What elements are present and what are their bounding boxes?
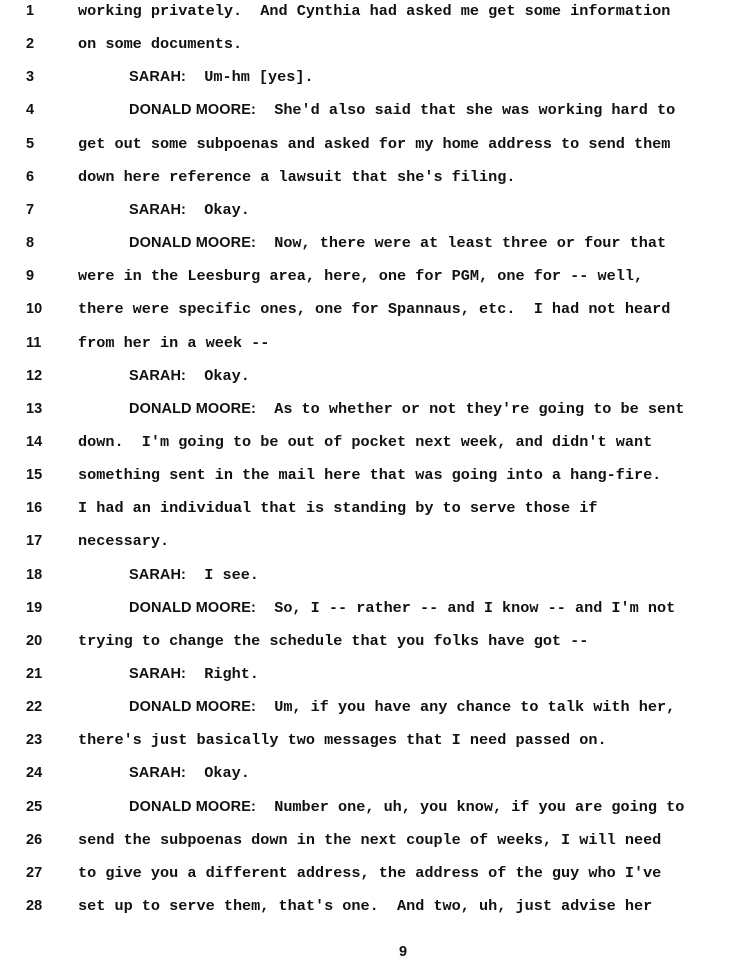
line-number: 13 [26,400,43,417]
line-number: 19 [26,599,43,616]
transcript-line [0,232,746,265]
line-text [78,166,515,188]
transcript-line [0,298,746,331]
page-number: 9 [398,944,408,960]
speaker-label: SARAH: [129,201,186,218]
line-text [129,663,259,685]
transcript-line [0,564,746,597]
line-body: were in the Leesburg area, here, one for PGM, one for -- well, [78,267,644,286]
line-text [78,497,598,519]
line-body: down here reference a lawsuit that she's filing. [78,167,516,186]
line-number: 12 [26,367,43,384]
line-text [78,630,588,652]
transcript-line [0,762,746,795]
line-number: 16 [26,500,43,517]
line-number: 22 [26,699,43,716]
line-number: 3 [26,69,35,86]
transcript-line [0,663,746,696]
transcript-line [0,398,746,431]
line-number: 25 [26,798,43,815]
speaker-label: DONALD MOORE: [129,699,256,716]
line-number: 15 [26,467,43,484]
transcript-line [0,265,746,298]
line-text [129,99,675,121]
line-body: there were specific ones, one for Spannaus, etc. I had not heard [78,300,671,319]
line-body: from her in a week -- [78,333,270,352]
line-text [78,332,269,354]
line-number: 1 [26,3,35,19]
line-body: Okay. [204,200,250,219]
transcript-line [0,464,746,497]
line-text [78,298,670,320]
transcript-line [0,332,746,365]
transcript-line [0,597,746,630]
line-body: Um, if you have any chance to talk with her, [274,698,676,717]
speaker-label: DONALD MOORE: [129,235,256,252]
speaker-label: DONALD MOORE: [129,102,256,119]
line-text [129,796,684,818]
speaker-label: DONALD MOORE: [129,599,256,616]
line-number: 7 [26,201,35,218]
line-body: there's just basically two messages that I need passed on. [78,731,607,750]
speaker-label: DONALD MOORE: [129,400,256,417]
line-text [129,199,250,221]
speaker-label: SARAH: [129,765,186,782]
line-text [129,762,250,784]
line-number: 2 [26,36,35,53]
transcript-line [0,431,746,464]
line-text [78,729,607,751]
line-text [78,862,661,884]
line-number: 9 [26,268,35,285]
line-body: something sent in the mail here that was going into a hang-fire. [78,466,662,485]
line-text [78,895,652,917]
line-number: 18 [26,566,43,583]
line-body: Right. [204,665,259,683]
transcript-line [0,862,746,895]
transcript-line [0,199,746,232]
transcript-line [0,696,746,729]
line-body: trying to change the schedule that you folks have got -- [78,631,589,650]
line-number: 28 [26,898,43,915]
line-number: 11 [26,334,42,351]
transcript-line [0,365,746,398]
line-body: So, I -- rather -- and I know -- and I'm not [274,598,676,617]
line-text [129,232,666,254]
line-number: 5 [26,135,35,152]
line-body: send the subpoenas down in the next couple of weeks, I will need [78,830,662,849]
line-text [129,66,314,88]
line-number: 27 [26,864,43,881]
line-number: 17 [26,533,43,550]
line-text [78,133,670,155]
line-number: 23 [26,732,43,749]
line-number: 20 [26,632,43,649]
line-number: 14 [26,433,43,450]
transcript-line [0,796,746,829]
speaker-label: SARAH: [129,666,186,682]
line-body: Now, there were at least three or four that [274,234,667,253]
line-number: 6 [26,168,35,185]
line-body: Okay. [204,764,250,783]
transcript-line [0,895,746,928]
speaker-label: SARAH: [129,566,186,583]
speaker-label: SARAH: [129,69,186,86]
line-text [78,464,661,486]
line-text [78,33,242,55]
transcript-line [0,166,746,199]
transcript-line [0,33,746,66]
transcript-line [0,729,746,762]
line-body: As to whether or not they're going to be sent [274,399,685,418]
line-text [78,431,652,453]
transcript-line [0,99,746,132]
line-body: down. I'm going to be out of pocket next week, and didn't want [78,432,653,451]
line-text [129,365,250,387]
line-body: Number one, uh, you know, if you are going to [274,797,685,816]
line-number: 26 [26,831,43,848]
line-body: on some documents. [78,35,243,54]
line-number: 24 [26,765,43,782]
line-number: 21 [26,666,43,682]
line-text [129,597,675,619]
line-body: set up to serve them, that's one. And two, uh, just advise her [78,897,653,916]
transcript-line [0,530,746,563]
transcript-line [0,0,746,33]
line-text [78,265,643,287]
line-text [78,530,169,552]
transcript-line [0,630,746,663]
line-body: working privately. And Cynthia had asked me get some information [78,2,671,20]
line-number: 10 [26,301,43,318]
line-number: 8 [26,235,35,252]
line-text [129,398,684,420]
transcript-line [0,133,746,166]
speaker-label: DONALD MOORE: [129,798,256,815]
line-number: 4 [26,102,35,119]
line-body: get out some subpoenas and asked for my home address to send them [78,134,671,153]
line-body: necessary. [78,532,170,551]
line-body: to give you a different address, the address of the guy who I've [78,863,662,882]
speaker-label: SARAH: [129,367,186,384]
line-body: I had an individual that is standing by to serve those if [78,499,598,518]
line-body: Okay. [204,366,250,385]
line-text [78,829,661,851]
transcript-line [0,497,746,530]
line-body: I see. [204,565,259,584]
line-body: Um-hm [yes]. [204,68,314,87]
transcript-line [0,829,746,862]
line-text [129,564,259,586]
transcript-line [0,66,746,99]
line-text [78,0,670,22]
line-text [129,696,675,718]
line-body: She'd also said that she was working hard to [274,101,676,120]
